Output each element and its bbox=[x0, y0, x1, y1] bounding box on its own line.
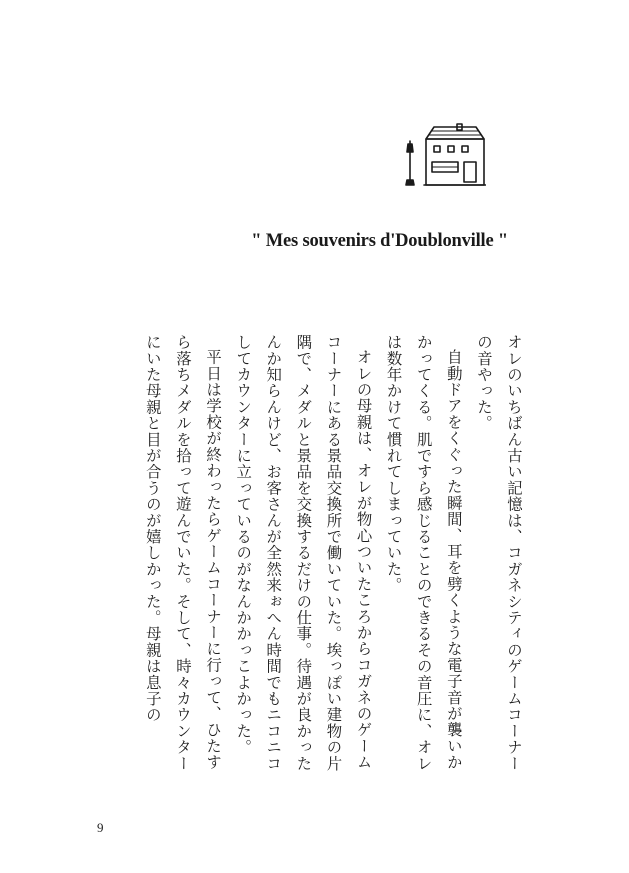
house-and-streetlamp-icon bbox=[398, 118, 486, 190]
paragraph: 平日は学校が終わったらゲームコーナーに行って、ひたすら落ちメダルを拾って遊んでいた。そして、時々カウンターにいた母親と目が合うのが嬉しかった。母親は息子の bbox=[143, 334, 223, 772]
vertical-body-text bbox=[138, 334, 529, 774]
paragraph: オレの母親は、オレが物心ついたころからコガネのゲームコーナーにある景品交換所で働いていた。埃っぽい建物の片隅で、メダルと景品を交換するだけの仕事。待遇が良かったんか知らんけど、お客さんが全然来ぉへん時間でもニコニコしてカウンターに立っているのがなんかかっこよかった。 bbox=[234, 334, 373, 772]
paragraph: オレのいちばん古い記憶は、コガネシティのゲームコーナーの音やった。 bbox=[474, 334, 523, 772]
page-number: 9 bbox=[97, 820, 104, 835]
paragraph: 自動ドアをくぐった瞬間、耳を劈くような電子音が襲いかかってくる。肌ですら感じることのできるその音圧に、オレは数年かけて慣れてしまっていた。 bbox=[384, 334, 463, 772]
house-icon bbox=[424, 124, 486, 185]
streetlamp-icon bbox=[406, 141, 414, 185]
chapter-title: " Mes souvenirs d'Doublonville " bbox=[251, 231, 508, 251]
